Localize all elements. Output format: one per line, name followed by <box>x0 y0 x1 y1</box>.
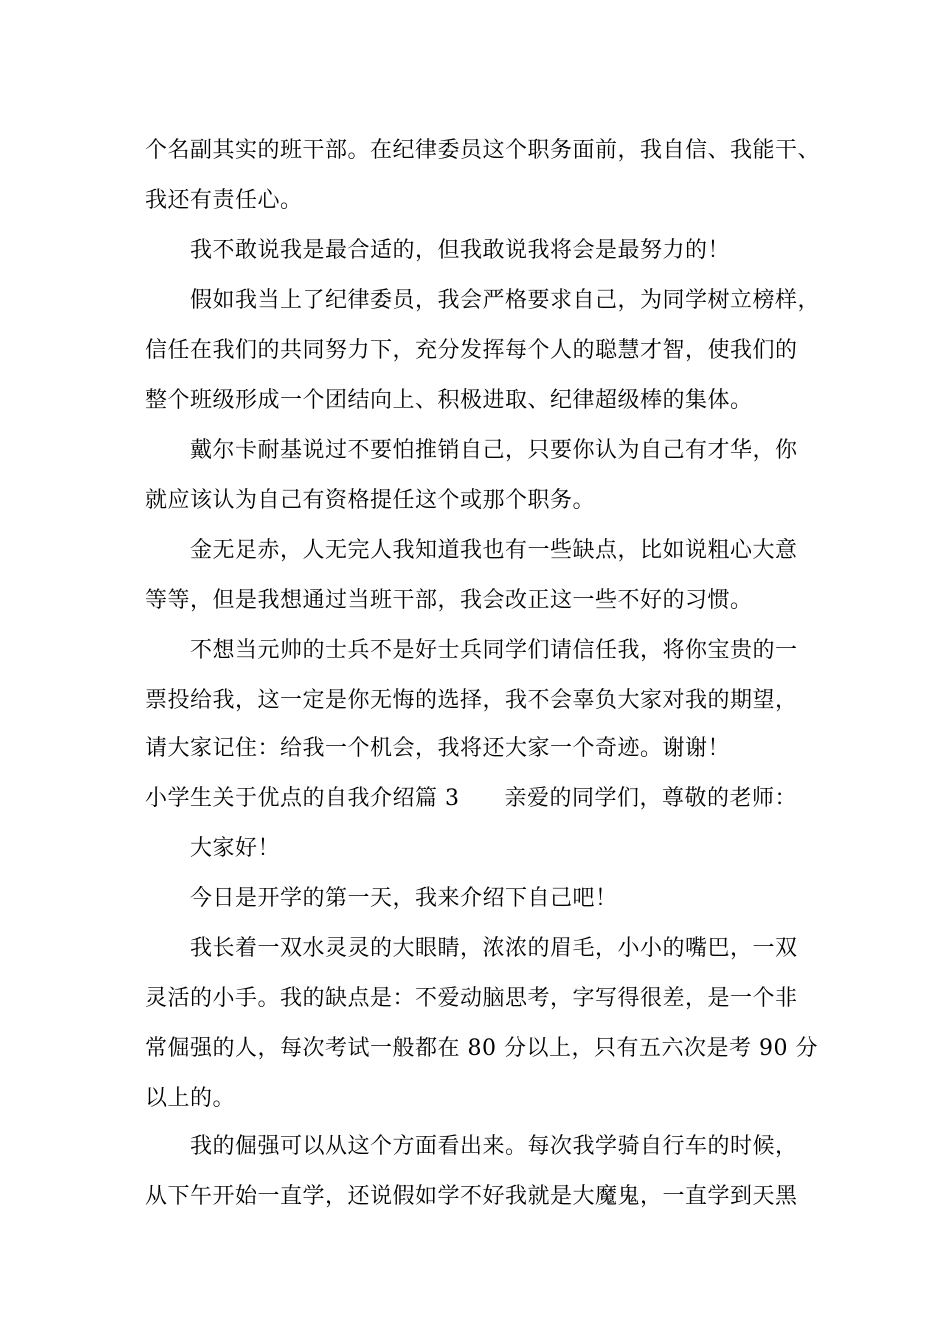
text-line: 我不敢说我是最合适的，但我敢说我将会是最努力的！ <box>190 238 731 263</box>
text-line: 以上的。 <box>145 1086 236 1111</box>
text-line: 从下午开始一直学，还说假如学不好我就是大魔鬼，一直学到天黑 <box>145 1184 798 1209</box>
text-line: 我还有责任心。 <box>145 188 303 213</box>
text-line: 票投给我，这一定是你无悔的选择，我不会辜负大家对我的期望， <box>145 688 798 713</box>
text-line: 我长着一双水灵灵的大眼睛，浓浓的眉毛，小小的嘴巴，一双 <box>190 936 798 961</box>
text-line: 我的倔强可以从这个方面看出来。每次我学骑自行车的时候， <box>190 1134 798 1159</box>
text-line: 信任在我们的共同努力下，充分发挥每个人的聪慧才智，使我们的 <box>145 338 798 363</box>
text-line: 不想当元帅的士兵不是好士兵同学们请信任我，将你宝贵的一 <box>190 638 798 663</box>
text-line: 戴尔卡耐基说过不要怕推销自己，只要你认为自己有才华，你 <box>190 438 798 463</box>
section-heading: 小学生关于优点的自我介绍篇 3 亲爱的同学们，尊敬的老师： <box>145 786 797 811</box>
text-line: 常倔强的人，每次考试一般都在 80 分以上，只有五六次是考 90 分 <box>145 1036 818 1061</box>
text-line: 灵活的小手。我的缺点是：不爱动脑思考，字写得很差，是一个非 <box>145 986 798 1011</box>
text-line: 今日是开学的第一天，我来介绍下自己吧！ <box>190 886 618 911</box>
text-line: 个名副其实的班干部。在纪律委员这个职务面前，我自信、我能干、 <box>145 138 821 163</box>
text-line: 请大家记住：给我一个机会，我将还大家一个奇迹。谢谢！ <box>145 736 731 761</box>
text-line: 等等，但是我想通过当班干部，我会改正这一些不好的习惯。 <box>145 588 753 613</box>
text-line: 就应该认为自己有资格提任这个或那个职务。 <box>145 488 596 513</box>
text-line: 金无足赤，人无完人我知道我也有一些缺点，比如说粗心大意 <box>190 538 798 563</box>
text-line: 整个班级形成一个团结向上、积极进取、纪律超级棒的集体。 <box>145 388 753 413</box>
text-line: 大家好！ <box>190 836 281 861</box>
text-line: 假如我当上了纪律委员，我会严格要求自己，为同学树立榜样， <box>190 288 821 313</box>
